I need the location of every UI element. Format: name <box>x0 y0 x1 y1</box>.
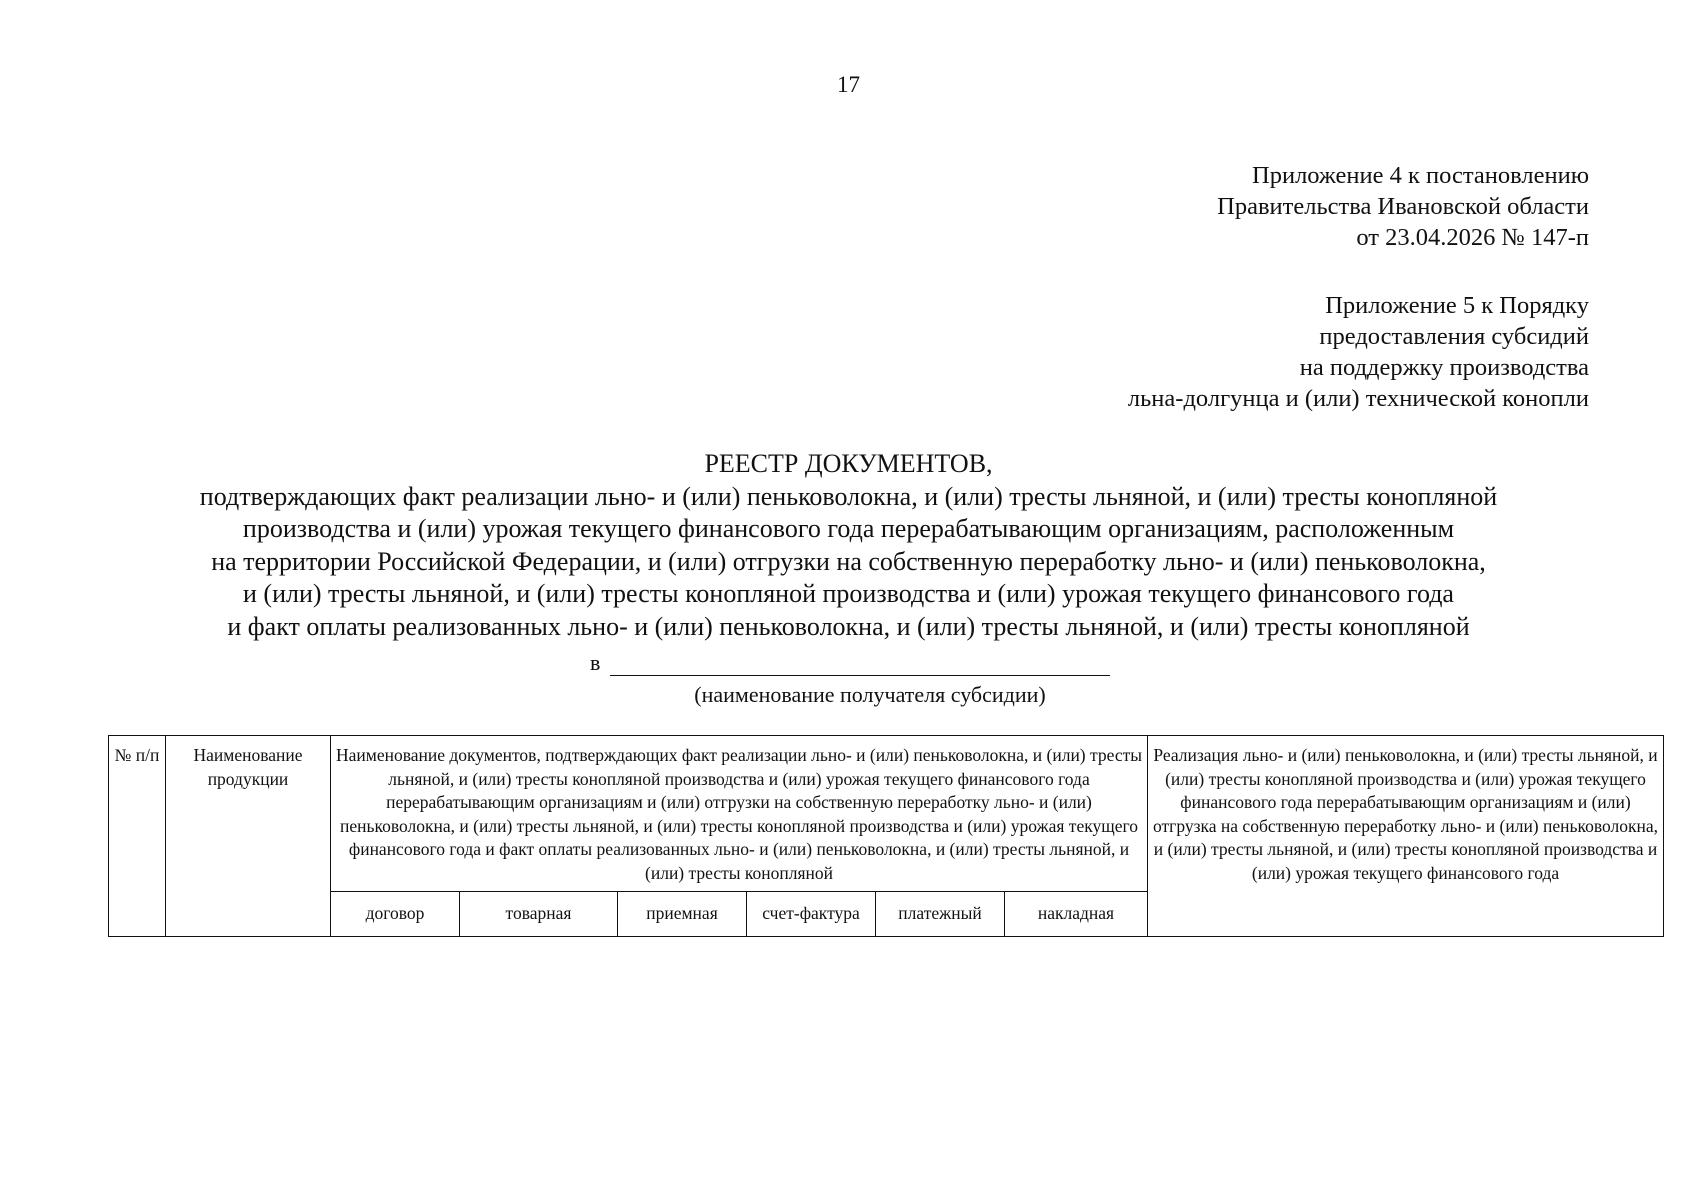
appendix-header-line: Приложение 4 к постановлению <box>1252 162 1589 189</box>
appendix-header <box>1217 160 1589 253</box>
doc-type-contract: договор <box>331 892 460 937</box>
doc-type-receipt: приемная <box>618 892 747 937</box>
recipient-caption: (наименование получателя субсидии) <box>694 682 1046 707</box>
appendix-header-line: от 23.04.2026 № 147-п <box>1356 224 1589 251</box>
appendix-order-line: на поддержку производства <box>1299 354 1589 381</box>
header-documents: Наименование документов, подтверждающих факт реализации льно- и (или) пеньковолокна, и (или) тресты льняной, и (или) тресты конопляной производства и (или) урожая текущего финансового года перерабатывающим организациям и (или) отгрузки на собственную переработку льно- и (или) пеньковолокна, и (или) тресты льняной, и (или) тресты конопляной производства и (или) урожая текущего финансового года и факт оплаты реализованных льно- и (или) пеньковолокна, и (или) тресты льняной, и (или) тресты конопляной <box>331 736 1148 892</box>
doc-type-goods: товарная <box>460 892 618 937</box>
appendix-order <box>1128 290 1589 414</box>
registry-title-line: и факт оплаты реализованных льно- и (или) пеньковолокна, и (или) тресты льняной, и (или) тресты конопляной <box>227 611 1470 641</box>
doc-type-invoice: счет-фактура <box>747 892 876 937</box>
recipient-blank-line <box>610 650 1110 676</box>
appendix-order-line: предоставления субсидий <box>1319 323 1589 350</box>
header-sales: Реализация льно- и (или) пеньковолокна, и (или) тресты льняной, и (или) тресты конопляной производства и (или) урожая текущего финансового года перерабатывающим организациям и (или) отгрузка на собственную переработку льно- и (или) пеньковолокна, и (или) тресты льняной, и (или) тресты конопляной производства и (или) урожая текущего финансового года <box>1148 736 1664 937</box>
appendix-order-line: льна-долгунца и (или) технической конопли <box>1127 385 1589 412</box>
registry-title-line: на территории Российской Федерации, и (или) отгрузки на собственную переработку льно- и (или) пеньковолокна, <box>211 546 1486 576</box>
doc-type-payment: платежный <box>876 892 1005 937</box>
registry-title <box>0 448 1697 643</box>
header-number: № п/п <box>109 736 166 937</box>
table-header-row <box>109 736 1664 892</box>
registry-title-line: подтверждающих факт реализации льно- и (или) пеньковолокна, и (или) тресты льняной, и (или) тресты конопляной <box>199 481 1498 511</box>
header-product: Наименование продукции <box>166 736 331 937</box>
registry-title-line: и (или) тресты льняной, и (или) тресты конопляной производства и (или) урожая текущего финансового года <box>243 579 1454 608</box>
registry-table <box>108 735 1664 937</box>
appendix-header-line: Правительства Ивановской области <box>1217 193 1589 220</box>
registry-heading: РЕЕСТР ДОКУМЕНТОВ, <box>704 449 993 478</box>
doc-type-waybill: накладная <box>1005 892 1148 937</box>
registry-title-line: производства и (или) урожая текущего финансового года перерабатывающим организациям, расположенным <box>242 514 1455 543</box>
page-number: 17 <box>837 72 860 97</box>
recipient-prefix: в <box>590 650 601 675</box>
appendix-order-line: Приложение 5 к Порядку <box>1325 292 1589 319</box>
recipient-line <box>590 650 1110 676</box>
